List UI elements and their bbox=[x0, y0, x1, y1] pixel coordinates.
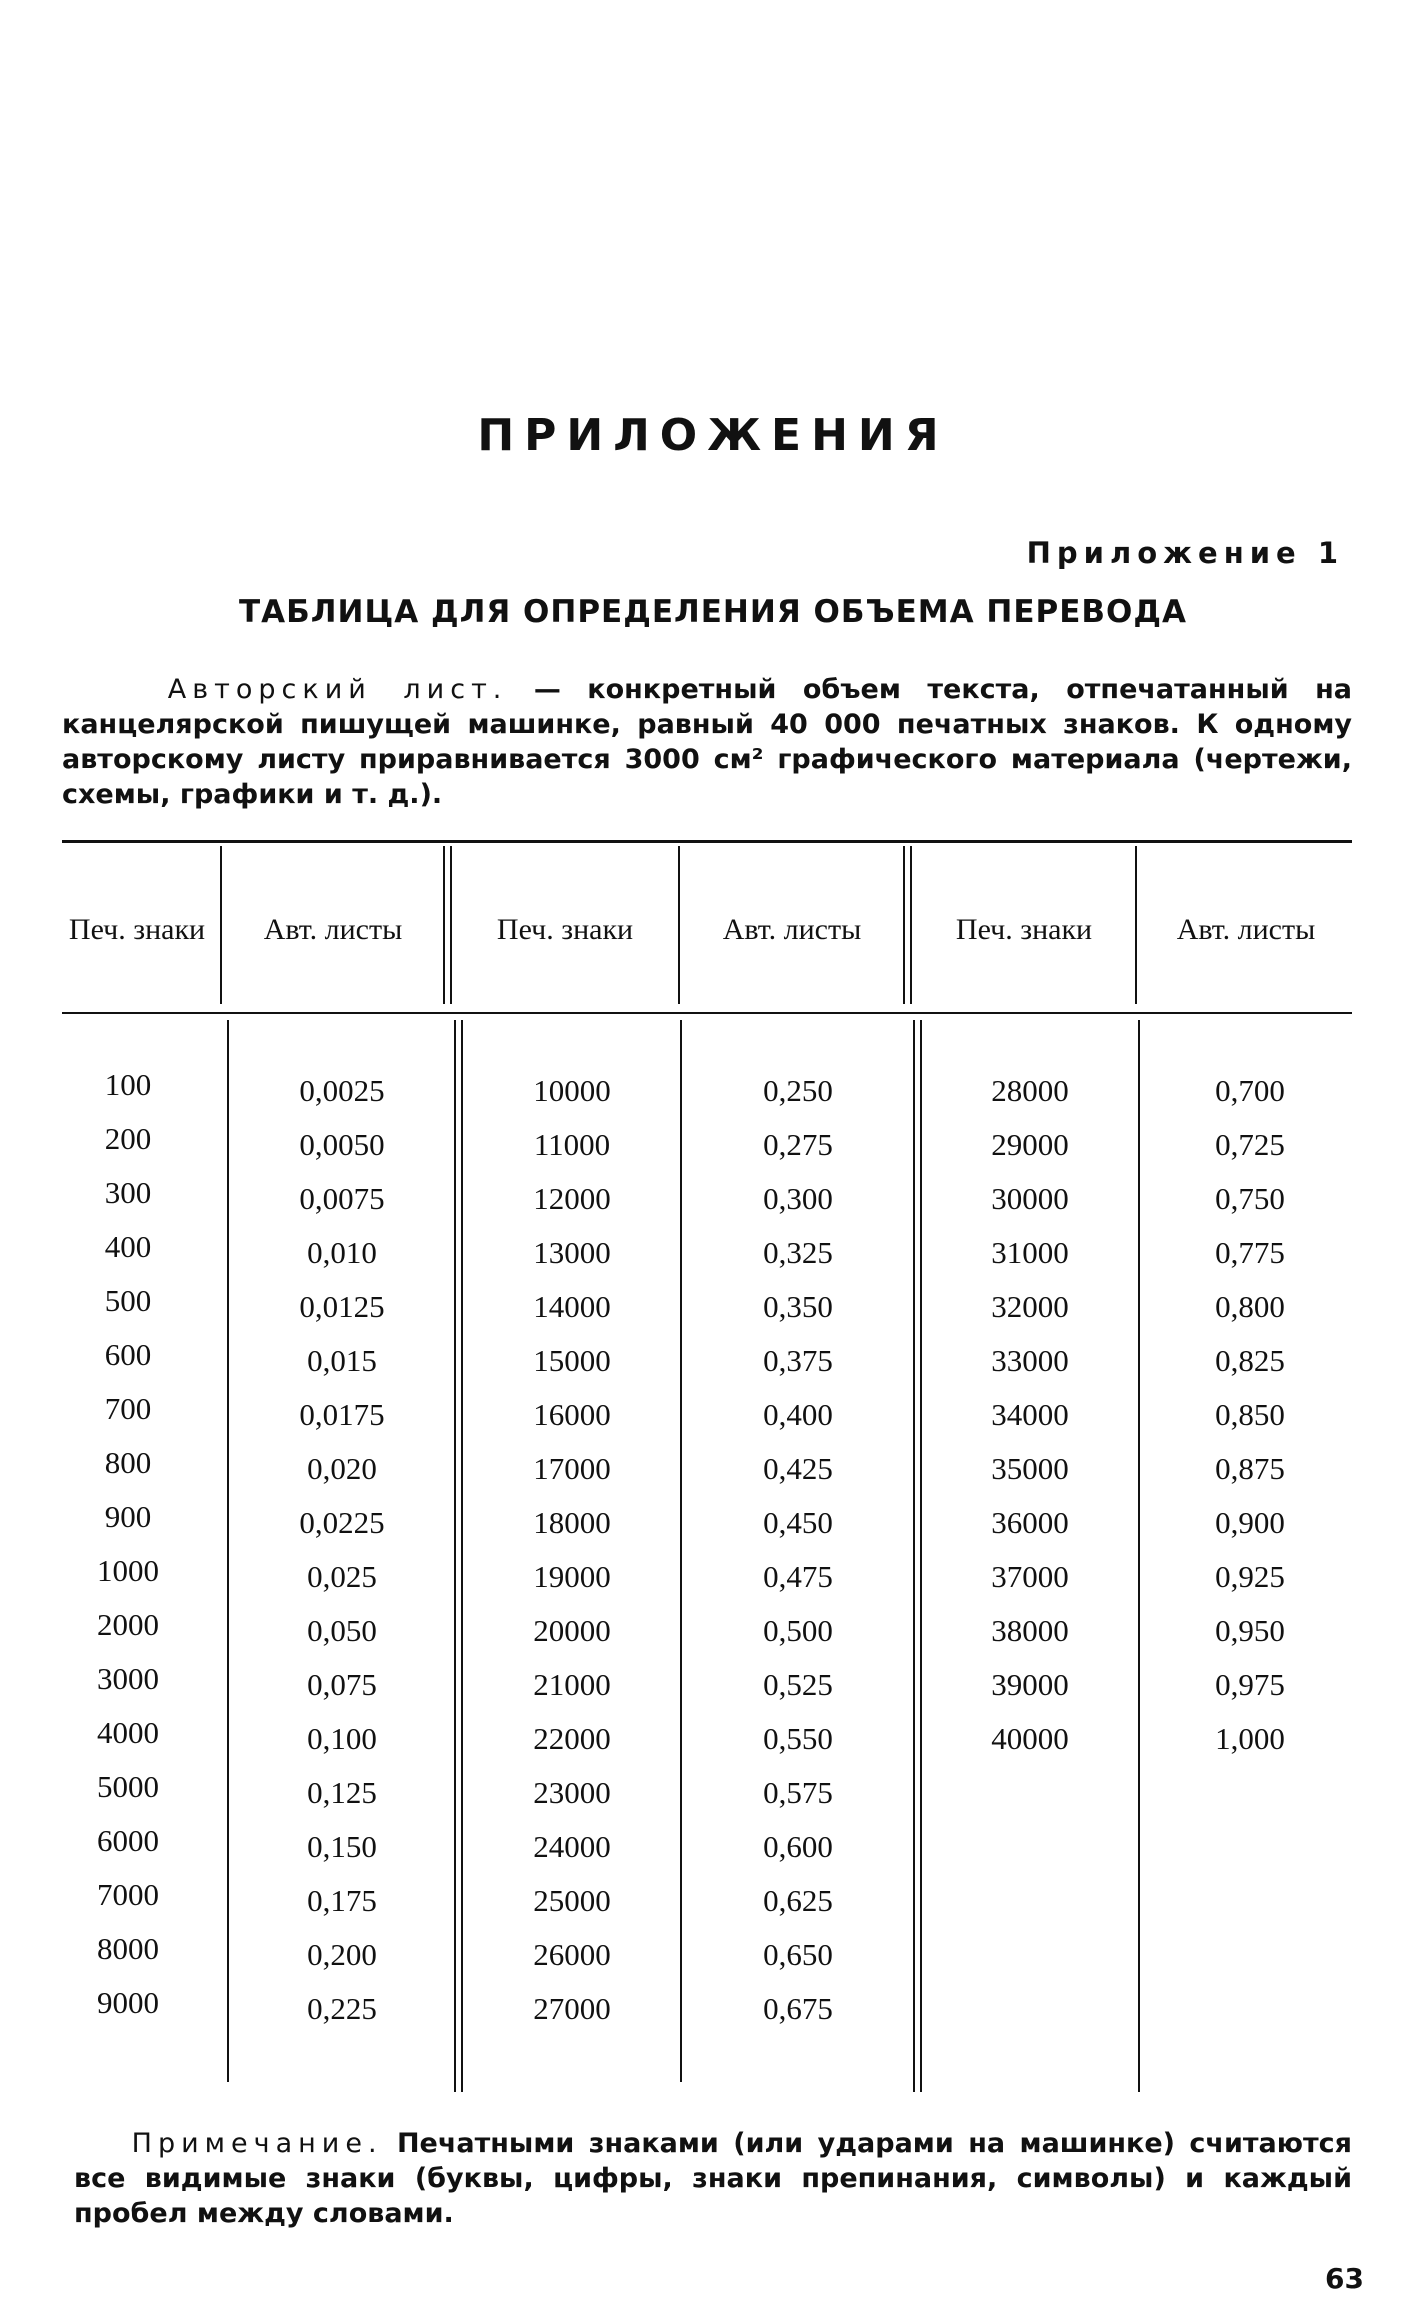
table-cell: 29000 bbox=[991, 1127, 1069, 1162]
table-cell: 0,600 bbox=[763, 1829, 833, 1864]
table-cell: 0,125 bbox=[307, 1775, 377, 1810]
header-avt-listy: Авт. листы bbox=[263, 913, 403, 946]
intro-paragraph bbox=[62, 672, 1352, 812]
column-pech-znaki-2 bbox=[466, 1064, 678, 2036]
table-cell: 3000 bbox=[97, 1661, 159, 1696]
appendix-label: Приложение 1 bbox=[1026, 536, 1344, 570]
main-title: ПРИЛОЖЕНИЯ bbox=[477, 410, 949, 461]
table-cell: 0,010 bbox=[307, 1235, 377, 1270]
table-cell: 0,725 bbox=[1215, 1127, 1285, 1162]
table-cell: 0,300 bbox=[763, 1181, 833, 1216]
header-avt-listy: Авт. листы bbox=[1176, 913, 1316, 946]
table-cell: 400 bbox=[104, 1229, 152, 1264]
table-cell: 11000 bbox=[533, 1127, 611, 1162]
table-cell: 0,100 bbox=[307, 1721, 377, 1756]
intro-text: — конкретный объем текста, отпечатанный на канцелярской пишущей машинке, равный 40 000 печатных знаков. К одному авторскому листу приравнивается 3000 см² графического материала (чертежи, схемы, графики и т. д.). bbox=[62, 674, 1352, 810]
table-cell: 22000 bbox=[533, 1721, 611, 1756]
intro-term: Авторский лист. bbox=[167, 674, 508, 705]
table-cell: 0,0075 bbox=[299, 1181, 385, 1216]
table-cell: 26000 bbox=[533, 1937, 611, 1972]
table-cell: 0,525 bbox=[763, 1667, 833, 1702]
table-cell: 0,150 bbox=[307, 1829, 377, 1864]
table-cell: 36000 bbox=[991, 1505, 1069, 1540]
table-cell: 27000 bbox=[533, 1991, 611, 2026]
table-cell: 0,750 bbox=[1215, 1181, 1285, 1216]
table-cell: 0,200 bbox=[307, 1937, 377, 1972]
table-cell: 28000 bbox=[991, 1073, 1069, 1108]
table-cell: 0,0025 bbox=[299, 1073, 385, 1108]
header-pech-znaki: Печ. знаки bbox=[68, 913, 206, 946]
table-cell: 300 bbox=[104, 1175, 152, 1210]
table-cell: 13000 bbox=[533, 1235, 611, 1270]
table-cell: 40000 bbox=[991, 1721, 1069, 1756]
column-divider bbox=[443, 846, 445, 1004]
column-divider bbox=[680, 1020, 682, 2082]
table-cell: 5000 bbox=[97, 1769, 159, 1804]
table-cell: 100 bbox=[104, 1067, 152, 1102]
table-cell: 8000 bbox=[97, 1931, 159, 1966]
column-pech-znaki-1 bbox=[62, 1058, 194, 2030]
column-divider bbox=[1135, 846, 1137, 1004]
table-cell: 0,225 bbox=[307, 1991, 377, 2026]
table-cell: 0,775 bbox=[1215, 1235, 1285, 1270]
table-cell: 6000 bbox=[97, 1823, 159, 1858]
table-cell: 34000 bbox=[991, 1397, 1069, 1432]
column-avt-listy-3 bbox=[1148, 1064, 1352, 1766]
table-cell: 9000 bbox=[97, 1985, 159, 2020]
page-number: 63 bbox=[1325, 2262, 1364, 2295]
table-cell: 0,015 bbox=[307, 1343, 377, 1378]
table-cell: 700 bbox=[104, 1391, 152, 1426]
table-cell: 0,575 bbox=[763, 1775, 833, 1810]
column-avt-listy-1 bbox=[236, 1064, 448, 2036]
table-cell: 0,175 bbox=[307, 1883, 377, 1918]
table-cell: 200 bbox=[104, 1121, 152, 1156]
table-cell: 16000 bbox=[533, 1397, 611, 1432]
table-cell: 0,800 bbox=[1215, 1289, 1285, 1324]
table-cell: 4000 bbox=[97, 1715, 159, 1750]
note-text: Печатными знаками (или ударами на машинке) считаются все видимые знаки (буквы, цифры, знаки препинания, символы) и каждый пробел между словами. bbox=[74, 2128, 1352, 2229]
table-cell: 600 bbox=[104, 1337, 152, 1372]
table-header-rule bbox=[62, 1012, 1352, 1014]
table-cell: 25000 bbox=[533, 1883, 611, 1918]
table-cell: 0,400 bbox=[763, 1397, 833, 1432]
table-cell: 0,075 bbox=[307, 1667, 377, 1702]
table-cell: 38000 bbox=[991, 1613, 1069, 1648]
table-cell: 800 bbox=[104, 1445, 152, 1480]
table-cell: 0,375 bbox=[763, 1343, 833, 1378]
table-cell: 0,850 bbox=[1215, 1397, 1285, 1432]
header-pech-znaki: Печ. знаки bbox=[496, 913, 634, 946]
column-divider bbox=[1138, 1020, 1140, 2092]
header-pech-znaki: Печ. знаки bbox=[955, 913, 1093, 946]
table-cell: 0,550 bbox=[763, 1721, 833, 1756]
note-term: Примечание. bbox=[131, 2128, 383, 2159]
header-avt-listy: Авт. листы bbox=[722, 913, 862, 946]
table-cell: 0,900 bbox=[1215, 1505, 1285, 1540]
table-cell: 12000 bbox=[533, 1181, 611, 1216]
note-paragraph bbox=[74, 2126, 1352, 2231]
table-cell: 0,700 bbox=[1215, 1073, 1285, 1108]
table-cell: 21000 bbox=[533, 1667, 611, 1702]
table-cell: 39000 bbox=[991, 1667, 1069, 1702]
column-divider bbox=[913, 1020, 915, 2092]
table-cell: 0,500 bbox=[763, 1613, 833, 1648]
table-cell: 0,975 bbox=[1215, 1667, 1285, 1702]
table-cell: 0,250 bbox=[763, 1073, 833, 1108]
column-divider bbox=[910, 846, 912, 1004]
table-cell: 0,450 bbox=[763, 1505, 833, 1540]
table-cell: 10000 bbox=[533, 1073, 611, 1108]
table-cell: 17000 bbox=[533, 1451, 611, 1486]
table-cell: 0,325 bbox=[763, 1235, 833, 1270]
table-cell: 1000 bbox=[97, 1553, 159, 1588]
column-divider bbox=[678, 846, 680, 1004]
table-cell: 14000 bbox=[533, 1289, 611, 1324]
table-cell: 0,025 bbox=[307, 1559, 377, 1594]
table-cell: 0,675 bbox=[763, 1991, 833, 2026]
table-cell: 900 bbox=[104, 1499, 152, 1534]
table-cell: 30000 bbox=[991, 1181, 1069, 1216]
column-pech-znaki-3 bbox=[926, 1064, 1134, 1766]
column-divider bbox=[454, 1020, 456, 2092]
table-cell: 0,950 bbox=[1215, 1613, 1285, 1648]
table-cell: 0,650 bbox=[763, 1937, 833, 1972]
table-cell: 0,050 bbox=[307, 1613, 377, 1648]
table-cell: 33000 bbox=[991, 1343, 1069, 1378]
table-cell: 0,0225 bbox=[299, 1505, 385, 1540]
table-cell: 0,020 bbox=[307, 1451, 377, 1486]
table-cell: 35000 bbox=[991, 1451, 1069, 1486]
column-divider bbox=[920, 1020, 922, 2092]
table-cell: 18000 bbox=[533, 1505, 611, 1540]
table-cell: 0,350 bbox=[763, 1289, 833, 1324]
table-cell: 0,425 bbox=[763, 1451, 833, 1486]
table-cell: 19000 bbox=[533, 1559, 611, 1594]
table-cell: 0,0125 bbox=[299, 1289, 385, 1324]
table-cell: 15000 bbox=[533, 1343, 611, 1378]
table-cell: 31000 bbox=[991, 1235, 1069, 1270]
table-cell: 2000 bbox=[97, 1607, 159, 1642]
table-cell: 0,0175 bbox=[299, 1397, 385, 1432]
table-cell: 1,000 bbox=[1215, 1721, 1285, 1756]
column-divider bbox=[461, 1020, 463, 2092]
column-divider bbox=[450, 846, 452, 1004]
table-cell: 0,625 bbox=[763, 1883, 833, 1918]
table-cell: 0,275 bbox=[763, 1127, 833, 1162]
column-avt-listy-2 bbox=[690, 1064, 906, 2036]
table-cell: 23000 bbox=[533, 1775, 611, 1810]
table-title: ТАБЛИЦА ДЛЯ ОПРЕДЕЛЕНИЯ ОБЪЕМА ПЕРЕВОДА bbox=[239, 594, 1187, 630]
table-cell: 32000 bbox=[991, 1289, 1069, 1324]
table-cell: 0,475 bbox=[763, 1559, 833, 1594]
column-divider bbox=[220, 846, 222, 1004]
table-cell: 0,0050 bbox=[299, 1127, 385, 1162]
table-top-rule bbox=[62, 840, 1352, 843]
table-cell: 20000 bbox=[533, 1613, 611, 1648]
table-cell: 37000 bbox=[991, 1559, 1069, 1594]
table-cell: 0,875 bbox=[1215, 1451, 1285, 1486]
table-cell: 24000 bbox=[533, 1829, 611, 1864]
column-divider bbox=[227, 1020, 229, 2082]
table-cell: 500 bbox=[104, 1283, 152, 1318]
table-cell: 7000 bbox=[97, 1877, 159, 1912]
column-divider bbox=[903, 846, 905, 1004]
table-cell: 0,825 bbox=[1215, 1343, 1285, 1378]
table-cell: 0,925 bbox=[1215, 1559, 1285, 1594]
